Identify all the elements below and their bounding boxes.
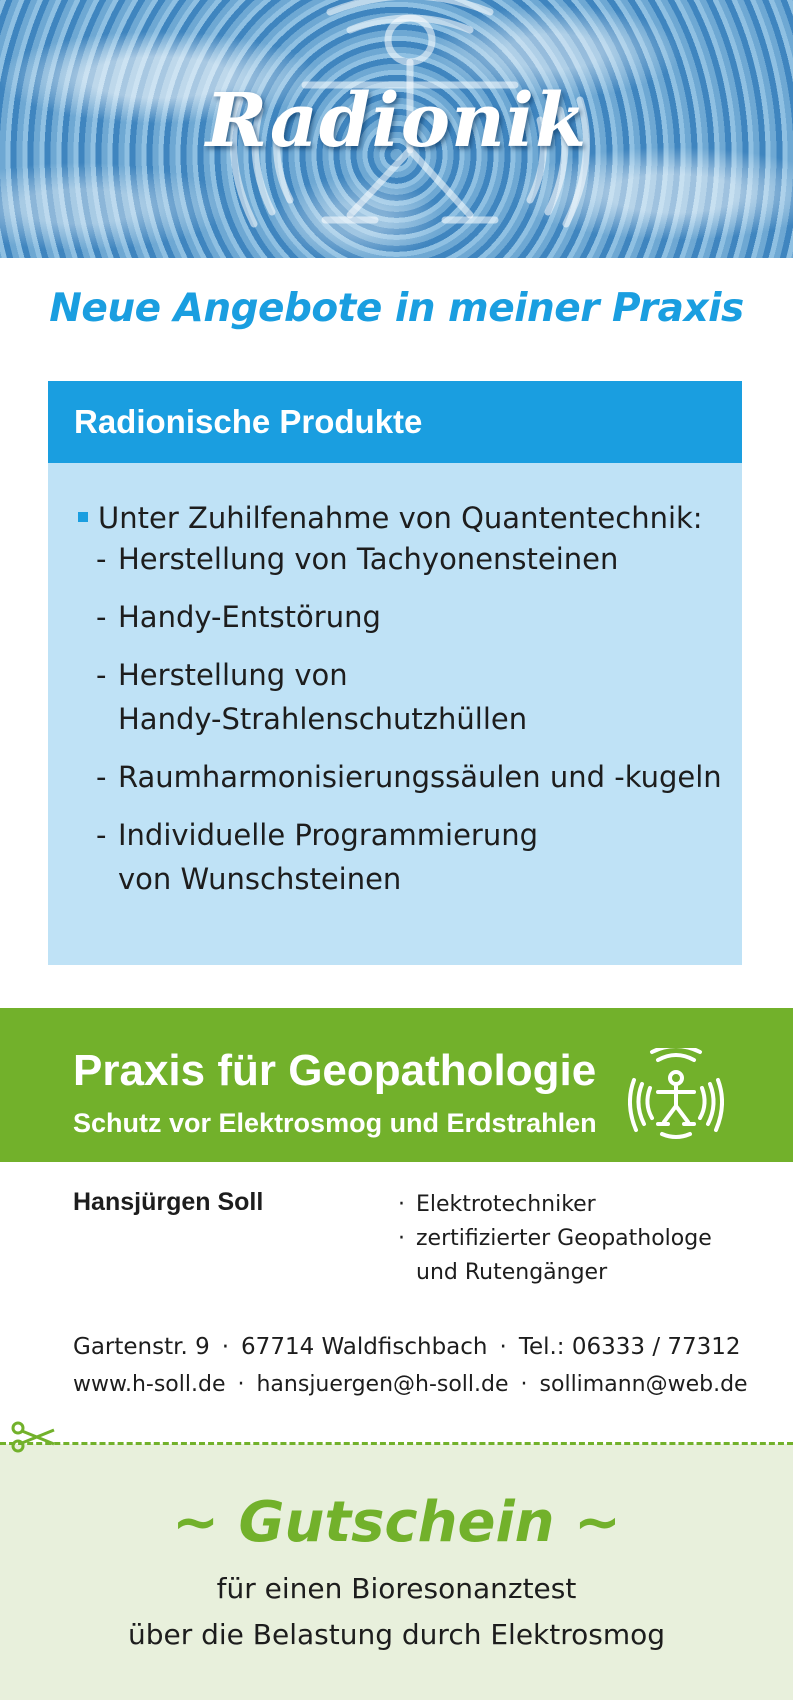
- list-item-text-cont: Handy-Strahlenschutzhüllen: [118, 702, 528, 736]
- list-item-text-cont: von Wunschsteinen: [118, 862, 402, 896]
- list-item-text: Raumharmonisierungssäulen und -kugeln: [118, 760, 722, 794]
- products-panel: [48, 381, 742, 965]
- separator: ·: [237, 1372, 245, 1397]
- separator: ·: [520, 1372, 528, 1397]
- list-item: [96, 755, 722, 799]
- practice-title: Praxis für Geopathologie: [73, 1046, 597, 1095]
- products-intro-text: Unter Zuhilfenahme von Quantentechnik:: [98, 501, 703, 535]
- email-link[interactable]: sollimann@web.de: [539, 1372, 748, 1397]
- products-heading: Radionische Produkte: [48, 381, 742, 463]
- practice-banner: [0, 1008, 793, 1162]
- website-link[interactable]: www.h-soll.de: [73, 1372, 226, 1397]
- scissors-icon: [8, 1420, 58, 1454]
- separator: ·: [499, 1334, 507, 1360]
- practice-subtitle: Schutz vor Elektrosmog und Erdstrahlen: [73, 1108, 597, 1138]
- coupon-text: für einen Bioresonanztest: [216, 1572, 577, 1605]
- contact-name: Hansjürgen Soll: [73, 1188, 264, 1216]
- list-item: [398, 1188, 712, 1222]
- radionik-logo-icon: [628, 1048, 724, 1140]
- dot-bullet: ·: [398, 1226, 405, 1251]
- headline: Neue Angebote in meiner Praxis: [49, 286, 744, 331]
- dash-bullet: -: [96, 658, 107, 692]
- header-image: [0, 0, 793, 258]
- qualification-text-cont: und Rutengänger: [416, 1260, 608, 1285]
- list-item: [398, 1222, 712, 1290]
- dash-bullet: -: [96, 542, 107, 576]
- list-item: [96, 595, 381, 639]
- page-title: Radionik: [205, 78, 588, 164]
- coupon-text: über die Belastung durch Elektrosmog: [127, 1618, 666, 1651]
- dash-bullet: -: [96, 760, 107, 794]
- email-link[interactable]: hansjuergen@h-soll.de: [256, 1372, 509, 1397]
- qualification-text: zertifizierter Geopathologe: [416, 1226, 712, 1251]
- list-item: [96, 537, 618, 581]
- dot-bullet: ·: [398, 1192, 405, 1217]
- list-item: [96, 653, 527, 741]
- products-intro: [78, 501, 703, 535]
- qualification-text: Elektrotechniker: [416, 1192, 596, 1217]
- dash-bullet: -: [96, 818, 107, 852]
- list-item-text: Herstellung von Tachyonensteinen: [118, 542, 619, 576]
- qualifications-list: [398, 1188, 712, 1290]
- web-line: [73, 1372, 748, 1397]
- street: Gartenstr. 9: [73, 1334, 210, 1360]
- list-item-text: Herstellung von: [118, 658, 348, 692]
- dash-bullet: -: [96, 600, 107, 634]
- city: 67714 Waldfischbach: [241, 1334, 488, 1360]
- list-item-text: Handy-Entstörung: [118, 600, 381, 634]
- coupon-title: ~ Gutschein ~: [172, 1490, 621, 1555]
- cut-line: [0, 1442, 793, 1445]
- phone: Tel.: 06333 / 77312: [518, 1334, 741, 1360]
- address-line: [73, 1334, 741, 1360]
- list-item-text: Individuelle Programmierung: [118, 818, 539, 852]
- separator: ·: [221, 1334, 230, 1360]
- list-item: [96, 813, 538, 901]
- square-bullet-icon: [78, 512, 88, 522]
